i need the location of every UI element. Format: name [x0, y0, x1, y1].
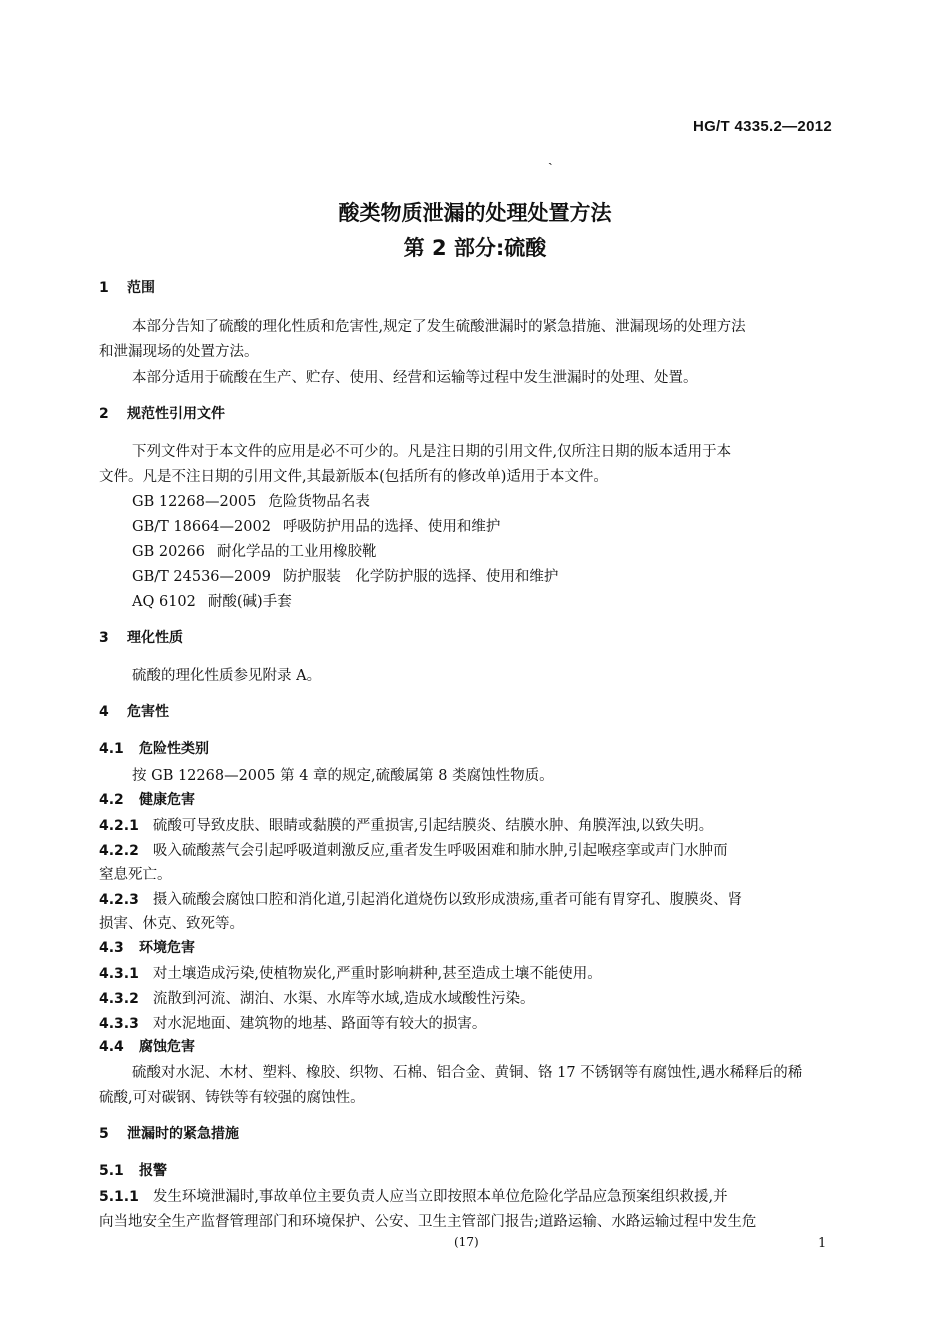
reference-item [132, 490, 370, 511]
clause [99, 962, 602, 983]
section-title: 危害性 [127, 704, 169, 720]
clause-continuation: 窒息死亡。 [99, 867, 172, 883]
clause-text: 对水泥地面、建筑物的地基、路面等有较大的损害。 [152, 1016, 487, 1032]
clause-number: 4.2.2 [99, 843, 139, 859]
scan-speck: ˏ [548, 150, 553, 166]
subsection-title: 报警 [139, 1163, 167, 1179]
clause-number: 4.2.1 [99, 818, 139, 834]
document-title: 酸类物质泄漏的处理处置方法 [338, 201, 612, 225]
clause-text: 流散到河流、湖泊、水渠、水库等水域,造成水域酸性污染。 [152, 991, 535, 1007]
clause [99, 987, 534, 1008]
subsection-4-4-heading [99, 1036, 195, 1056]
paragraph-continuation: 和泄漏现场的处置方法。 [99, 344, 259, 360]
paragraph: 本部分适用于硫酸在生产、贮存、使用、经营和运输等过程中发生泄漏时的处理、处置。 [132, 370, 698, 386]
section-title: 规范性引用文件 [127, 406, 225, 422]
reference-name: 防护服装 化学防护服的选择、使用和维护 [282, 569, 559, 585]
reference-code: AQ 6102 [132, 594, 196, 610]
paragraph: 硫酸对水泥、木材、塑料、橡胶、织物、石棉、铝合金、黄铜、铬 17 不锈钢等有腐蚀性,遇水稀释后的稀 [132, 1065, 803, 1081]
subsection-number: 5.1 [99, 1163, 124, 1179]
section-3-heading [99, 627, 183, 647]
clause [99, 1185, 728, 1206]
reference-item [132, 565, 558, 586]
paragraph: 下列文件对于本文件的应用是必不可少的。凡是注日期的引用文件,仅所注日期的版本适用于本 [132, 444, 732, 460]
clause-continuation: 损害、休克、致死等。 [99, 916, 244, 932]
clause-text: 吸入硫酸蒸气会引起呼吸道刺激反应,重者发生呼吸困难和肺水肿,引起喉痉挛或声门水肿而 [152, 843, 728, 859]
clause [99, 839, 728, 860]
clause [99, 888, 742, 909]
paragraph: 硫酸的理化性质参见附录 A。 [132, 668, 322, 684]
subsection-4-3-heading [99, 937, 195, 957]
reference-name: 耐酸(碱)手套 [207, 594, 292, 610]
subsection-number: 4.4 [99, 1039, 124, 1055]
paragraph-continuation: 硫酸,可对碳钢、铸铁等有较强的腐蚀性。 [99, 1090, 365, 1106]
reference-code: GB/T 18664—2002 [132, 519, 271, 535]
section-number: 3 [99, 630, 109, 646]
reference-name: 呼吸防护用品的选择、使用和维护 [282, 519, 501, 535]
section-2-heading [99, 403, 225, 423]
page-number: 1 [818, 1236, 827, 1251]
clause-number: 4.3.1 [99, 966, 139, 982]
reference-item [132, 590, 292, 611]
clause-number: 5.1.1 [99, 1189, 139, 1205]
section-5-heading [99, 1123, 239, 1143]
clause-text: 对土壤造成污染,使植物炭化,严重时影响耕种,甚至造成土壤不能使用。 [152, 966, 602, 982]
subsection-number: 4.2 [99, 792, 124, 808]
clause-text: 发生环境泄漏时,事故单位主要负责人应当立即按照本单位危险化学品应急预案组织救援,并 [152, 1189, 728, 1205]
page-code: (17) [454, 1235, 479, 1249]
clause-number: 4.3.2 [99, 991, 139, 1007]
clause-number: 4.3.3 [99, 1016, 139, 1032]
section-title: 泄漏时的紧急措施 [127, 1126, 239, 1142]
clause-continuation: 向当地安全生产监督管理部门和环境保护、公安、卫生主管部门报告;道路运输、水路运输过程中发生危 [99, 1214, 757, 1230]
reference-code: GB/T 24536—2009 [132, 569, 271, 585]
reference-item [132, 515, 500, 536]
standard-number: HG/T 4335.2—2012 [692, 118, 832, 135]
clause-text: 硫酸可导致皮肤、眼睛或黏膜的严重损害,引起结膜炎、结膜水肿、角膜浑浊,以致失明。 [152, 818, 714, 834]
paragraph: 按 GB 12268—2005 第 4 章的规定,硫酸属第 8 类腐蚀性物质。 [132, 768, 554, 784]
section-1-heading [99, 277, 155, 297]
reference-name: 危险货物品名表 [268, 494, 370, 510]
subsection-title: 危险性类别 [139, 741, 209, 757]
clause-number: 4.2.3 [99, 892, 139, 908]
paragraph-continuation: 文件。凡是不注日期的引用文件,其最新版本(包括所有的修改单)适用于本文件。 [99, 469, 608, 485]
subsection-4-1-heading [99, 738, 209, 758]
section-number: 2 [99, 406, 109, 422]
section-4-heading [99, 701, 169, 721]
subsection-number: 4.3 [99, 940, 124, 956]
section-number: 4 [99, 704, 109, 720]
clause [99, 814, 713, 835]
reference-name: 耐化学品的工业用橡胶靴 [216, 544, 377, 560]
section-number: 1 [99, 280, 109, 296]
subsection-title: 健康危害 [139, 792, 195, 808]
section-number: 5 [99, 1126, 109, 1142]
document-subtitle: 第 2 部分:硫酸 [403, 236, 547, 260]
clause [99, 1012, 486, 1033]
section-title: 范围 [127, 280, 155, 296]
reference-item [132, 540, 376, 561]
paragraph: 本部分告知了硫酸的理化性质和危害性,规定了发生硫酸泄漏时的紧急措施、泄漏现场的处理方法 [132, 319, 746, 335]
section-title: 理化性质 [127, 630, 183, 646]
subsection-4-2-heading [99, 789, 195, 809]
subsection-title: 腐蚀危害 [139, 1039, 195, 1055]
reference-code: GB 20266 [132, 544, 205, 560]
subsection-5-1-heading [99, 1160, 167, 1180]
subsection-title: 环境危害 [139, 940, 195, 956]
subsection-number: 4.1 [99, 741, 124, 757]
reference-code: GB 12268—2005 [132, 494, 257, 510]
clause-text: 摄入硫酸会腐蚀口腔和消化道,引起消化道烧伤以致形成溃疡,重者可能有胃穿孔、腹膜炎、肾 [152, 892, 743, 908]
